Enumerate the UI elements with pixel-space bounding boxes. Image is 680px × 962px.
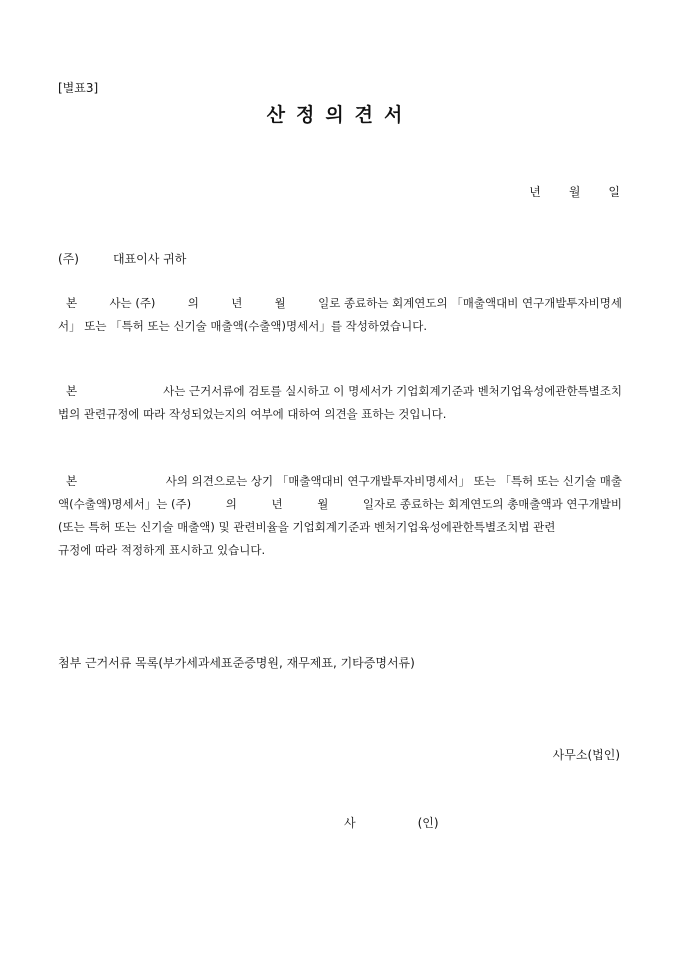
addressee-company: (주): [58, 252, 79, 266]
para3-word: (또는 특허 또는 신기술 매출액) 및 관련비율을 기업회계기준과 벤처기업육성에관한특별조치법 관련: [58, 520, 556, 534]
para1-word: 일로 종료하는 회계연도의 「매출액대비 연구개발투자비명세: [318, 296, 622, 310]
para2-word: 사는 근거서류에 검토를 실시하고 이 명세서가 기업회계기준과 벤처기업육성에관한특별조치: [163, 384, 622, 398]
signature-label: 사: [344, 816, 356, 830]
para3-word: 사의 의견으로는 상기 「매출액대비 연구개발투자비명세서」 또는 「특허 또는 신기술 매출: [165, 474, 622, 488]
addressee-to: 대표이사 귀하: [112, 252, 187, 266]
para3-word: 규정에 따라 적정하게 표시하고 있습니다.: [58, 543, 266, 557]
para3-word: 의: [225, 497, 237, 511]
para3-line1: [58, 470, 622, 493]
date-year: 년: [529, 185, 541, 199]
paragraph-1: [58, 292, 622, 338]
paragraph-2: [58, 380, 622, 426]
para1-word: 사는 (주): [109, 296, 156, 310]
para2-word: 본: [66, 384, 78, 398]
para2-line1: [58, 380, 622, 403]
attachment-list: 첨부 근거서류 목록(부가세과세표준증명원, 재무제표, 기타증명서류): [58, 656, 415, 670]
para3-line2: [58, 493, 622, 516]
para1-line2: [58, 315, 622, 338]
para1-word: 월: [274, 296, 286, 310]
para3-line4: [58, 539, 622, 562]
signature-line: [344, 814, 439, 831]
para3-line3: [58, 516, 622, 539]
addressee: [58, 250, 186, 267]
para1-word: 년: [231, 296, 243, 310]
para1-line1: [58, 292, 622, 315]
paragraph-3: [58, 470, 622, 562]
para1-word: 본: [66, 296, 78, 310]
seal-mark: (인): [417, 816, 439, 830]
para2-word: 법의 관련규정에 따라 작성되었는지의 여부에 대하여 의견을 표하는 것입니다.: [58, 407, 447, 421]
office-name: 사무소(법인): [552, 748, 620, 762]
para3-word: 월: [317, 497, 329, 511]
para2-line2: [58, 403, 622, 426]
page-title: 산정의견서: [266, 104, 414, 126]
date-line: [529, 183, 620, 200]
date-day: 일: [608, 185, 620, 199]
para3-word: 본: [66, 474, 78, 488]
para1-word: 의: [187, 296, 199, 310]
para3-word: 일자로 종료하는 회계연도의 총매출액과 연구개발비: [362, 497, 622, 511]
para1-word: 서」 또는 「특허 또는 신기술 매출액(수출액)명세서」를 작성하였습니다.: [58, 319, 428, 333]
para3-word: 액(수출액)명세서」는 (주): [58, 497, 192, 511]
para3-word: 년: [271, 497, 283, 511]
form-number: [별표3]: [58, 81, 99, 95]
date-month: 월: [568, 185, 581, 199]
